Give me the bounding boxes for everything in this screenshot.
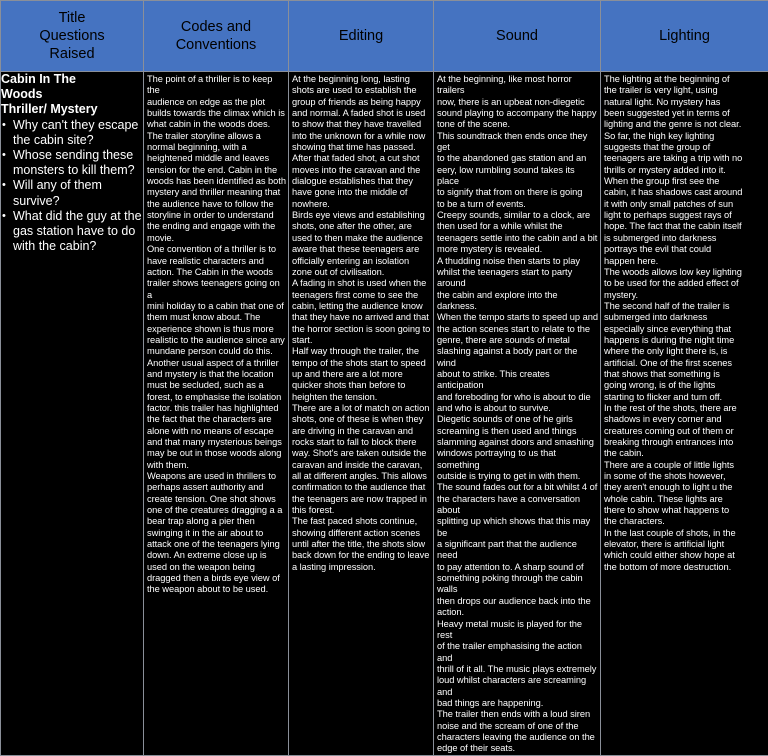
sound-text: At the beginning, like most horror trailers now, there is an upbeat non-diegetic sound playing to accompany the happy tone of the scene. This soundtrack then ends once they get to the abandoned gas station and an eery, low rumbling sound takes its place to signify that from on there is going to be a turn of events. Creepy sounds, similar to a clock, are then used for a while whilst the teenagers settle into the cabin and a bit more mystery is revealed. A thudding noise then starts to play whilst the teenagers start to party around the cabin and explore into the darkness. When the tempo starts to speed up and the action scenes start to relate to the genre, there are sounds of metal slashing against a body part or the wind about to strike. This creates anticipation and foreboding for who is about to die and who is about to survive. Diegetic sounds of one of he girls screaming is then used and things slamming against doors and smashing windows portraying to us that something outside is trying to get in with them. The sound fades out for a bit whilst 4 of the characters have a conversation about splitting up which shows that this may be a significant part that the audience need to pay attention to. A sharp sound of something poking through the cabin walls then drops our audience back into the action. Heavy metal music is played for the rest of the trailer emphasising the action and thrill of it all. The music plays extremely loud whilst characters are screaming and bad things are happening. The trailer then ends with a loud siren noise and the scream of one of the characters leaving the audience on the edge of their seats. [434,72,600,755]
bullet-icon: • [2,209,6,224]
header-row [1,1,768,72]
lighting-cell [601,72,768,756]
sound-cell [434,72,601,756]
codes-conventions-cell [144,72,289,756]
lighting-text: The lighting at the beginning of the trailer is very light, using natural light. No mystery has been suggested yet in terms of lighting and the genre is not clear. So far, the high key lighting suggests that the group of teenagers are taking a trip with no thrills or mystery added into it. When the group first see the cabin, it has shadows cast around it with only small patches of sun light to perhaps suggest rays of hope. The fact that the cabin itself is submerged into darkness portrays the evil that could happen here. The woods allows low key lighting to be used for the added effect of mystery. The second half of the trailer is submerged into darkness especially since everything that happens is during the night time where the only light there is, is artificial. One of the first scenes that shows that something is going wrong, is of the lights starting to flicker and turn off. In the rest of the shots, there are shadows in every corner and creatures coming out of them or breaking through entrances into the cabin. There are a couple of little lights in some of the shots however, they aren't enough to light u the whole cabin. These lights are there to show what happens to the characters. In the last couple of shots, in the elevator, there is artificial light which could either show hope at the bottom of more destruction. [601,72,768,573]
content-row [1,72,768,756]
header-sound: Sound [434,1,601,72]
questions-list [1,118,143,255]
question-item: • Why can't they escape the cabin site? [1,118,143,148]
bullet-icon: • [2,148,6,163]
header-lighting: Lighting [601,1,768,72]
bullet-icon: • [2,178,6,193]
question-item: • Will any of them survive? [1,178,143,208]
codes-text: The point of a thriller is to keep the audience on edge as the plot builds towards the climax which is what cabin in the woods does. The trailer storyline allows a normal beginning, with a heightened middle and leaves tension for the end. Cabin in the woods has been identified as both mystery and thriller meaning that the audience have to follow the storyline in order to understand the ending and engage with the movie. One convention of a thriller is to have realistic characters and action. The Cabin in the woods trailer shows teenagers going on a mini holiday to a cabin that one of them must know about. The experience shown is thus more realistic to the audience since any mundane person could do this. Another usual aspect of a thriller and mystery is that the location must be secluded, such as a forest, to emphasise the isolation factor. this trailer has highlighted the fact that the characters are alone with no means of escape and that many mysterious beings may be out in those woods along with them. Weapons are used in thrillers to perhaps assert authority and create tension. One shot shows one of the creatures dragging a a bear trap along a pier then swinging it in the air about to attack one of the teenagers lying down. An extreme close up is used on the weapon being dragged then a birds eye view of the weapon about to be used. [144,72,288,596]
bullet-icon: • [2,118,6,133]
film-title: Cabin In The Woods Thriller/ Mystery [1,72,143,118]
question-item: • Whose sending these monsters to kill them? [1,148,143,178]
header-codes-conventions: Codes and Conventions [144,1,289,72]
title-questions-cell [1,72,144,756]
header-editing: Editing [289,1,434,72]
question-item: • What did the guy at the gas station have to do with the cabin? [1,209,143,255]
editing-cell [289,72,434,756]
header-title-questions: Title Questions Raised [1,1,144,72]
editing-text: At the beginning long, lasting shots are used to establish the group of friends as being happy and normal. A faded shot is used to show that they have travelled into the unknown for a while now showing that time has passed. After that faded shot, a cut shot moves into the caravan and the dialogue establishes that they have gone into the middle of nowhere. Birds eye views and establishing shots, one after the other, are used to then make the audience aware that these teenagers are officially entering an isolation zone out of civilisation. A fading in shot is used when the teenagers first come to see the cabin, letting the audience know that they have no arrived and that the horror section is soon going to start. Half way through the trailer, the tempo of the shots start to speed up and there are a lot more quicker shots than before to heighten the tension. There are a lot of match on action shots, one of these is when they are driving in the caravan and rocks start to fall to block there way. Shot's are taken outside the caravan and inside the caravan, all at different angles. This allows confirmation to the audience that the teenagers are now trapped in this forest. The fast paced shots continue, showing different action scenes until after the title, the shots slow back down for the ending to leave a lasting impression. [289,72,433,573]
